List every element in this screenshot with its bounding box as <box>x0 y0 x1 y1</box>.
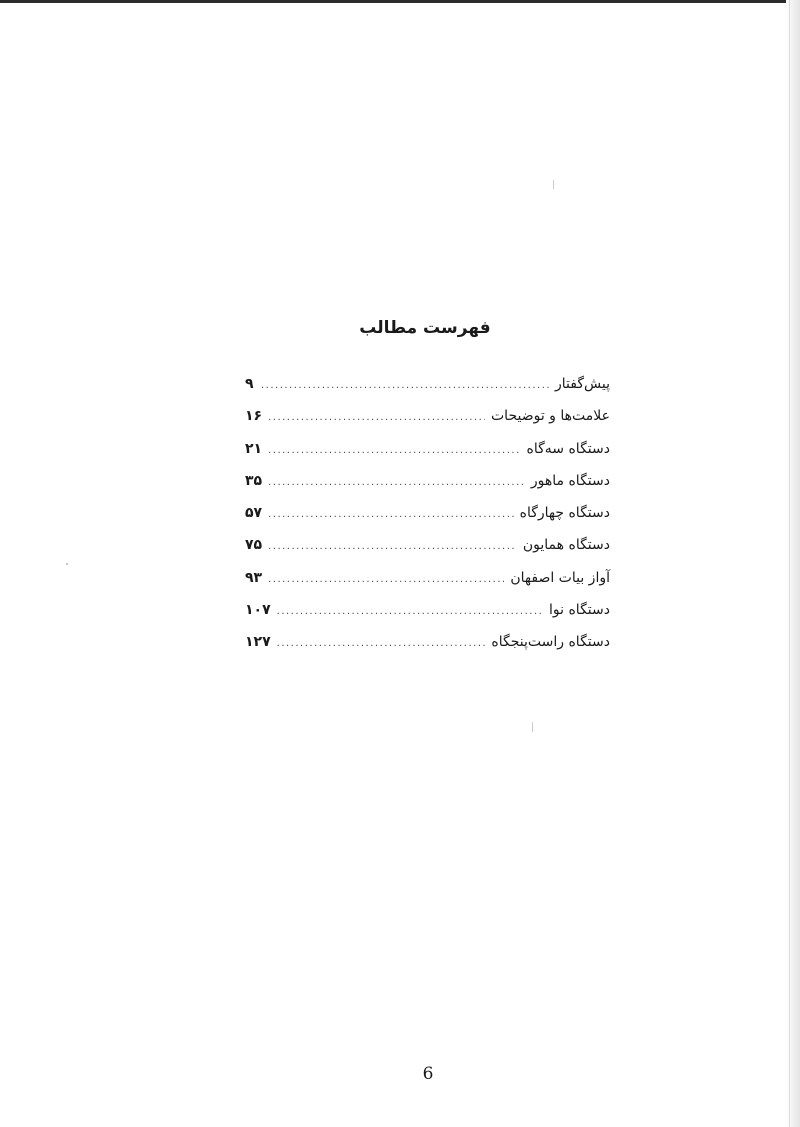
toc-leader-dots <box>261 380 549 391</box>
toc-entry[interactable] <box>245 570 610 602</box>
toc-leader-dots <box>268 477 525 488</box>
toc-entry-label: دستگاه سه‌گاه <box>526 440 610 457</box>
toc-entry-page: ۷۵ <box>245 537 263 554</box>
toc-leader-dots <box>268 412 485 423</box>
page-number: 6 <box>422 1064 434 1084</box>
toc-entry-label: دستگاه ماهور <box>530 472 610 489</box>
scan-speck <box>66 563 68 565</box>
toc-entry-label: دستگاه همایون <box>522 537 610 554</box>
toc-entry[interactable] <box>245 408 610 440</box>
toc-entry-page: ۱۲۷ <box>245 634 271 651</box>
toc-entry[interactable] <box>245 537 610 569</box>
scan-top-border <box>0 0 800 3</box>
toc-leader-dots <box>277 638 486 649</box>
toc-entry-page: ۳۵ <box>245 472 263 489</box>
toc-entry-label: دستگاه نوا <box>549 602 610 619</box>
toc-entry-label: دستگاه راست‌پنجگاه <box>491 634 610 651</box>
toc-entry[interactable] <box>245 602 610 634</box>
scan-speck <box>532 722 533 732</box>
toc-entry[interactable] <box>245 505 610 537</box>
toc-entry-label: پیش‌گفتار <box>555 376 610 392</box>
toc-leader-dots <box>268 541 517 552</box>
toc-entry-page: ۵۷ <box>245 505 263 522</box>
scan-right-edge <box>786 0 800 1127</box>
toc-leader-dots <box>268 509 514 520</box>
toc-entry[interactable] <box>245 473 610 505</box>
toc-entry-page: ۹۳ <box>245 569 263 586</box>
toc-entry-page: ۹ <box>245 376 254 392</box>
toc-entry-label: علامت‌ها و توضیحات <box>491 408 610 425</box>
toc-entry-label: آواز بیات اصفهان <box>510 569 610 586</box>
table-of-contents <box>245 376 610 667</box>
toc-leader-dots <box>268 445 520 456</box>
toc-title: فهرست مطالب <box>359 318 491 338</box>
toc-entry[interactable] <box>245 441 610 473</box>
toc-leader-dots <box>268 574 504 585</box>
toc-leader-dots <box>277 606 543 617</box>
toc-entry-page: ۱۰۷ <box>245 602 271 619</box>
scan-speck <box>553 180 554 189</box>
toc-entry-page: ۲۱ <box>245 440 263 457</box>
toc-entry-page: ۱۶ <box>245 408 263 425</box>
toc-entry-label: دستگاه چهارگاه <box>519 505 610 522</box>
toc-entry[interactable] <box>245 634 610 666</box>
toc-entry[interactable] <box>245 376 610 408</box>
